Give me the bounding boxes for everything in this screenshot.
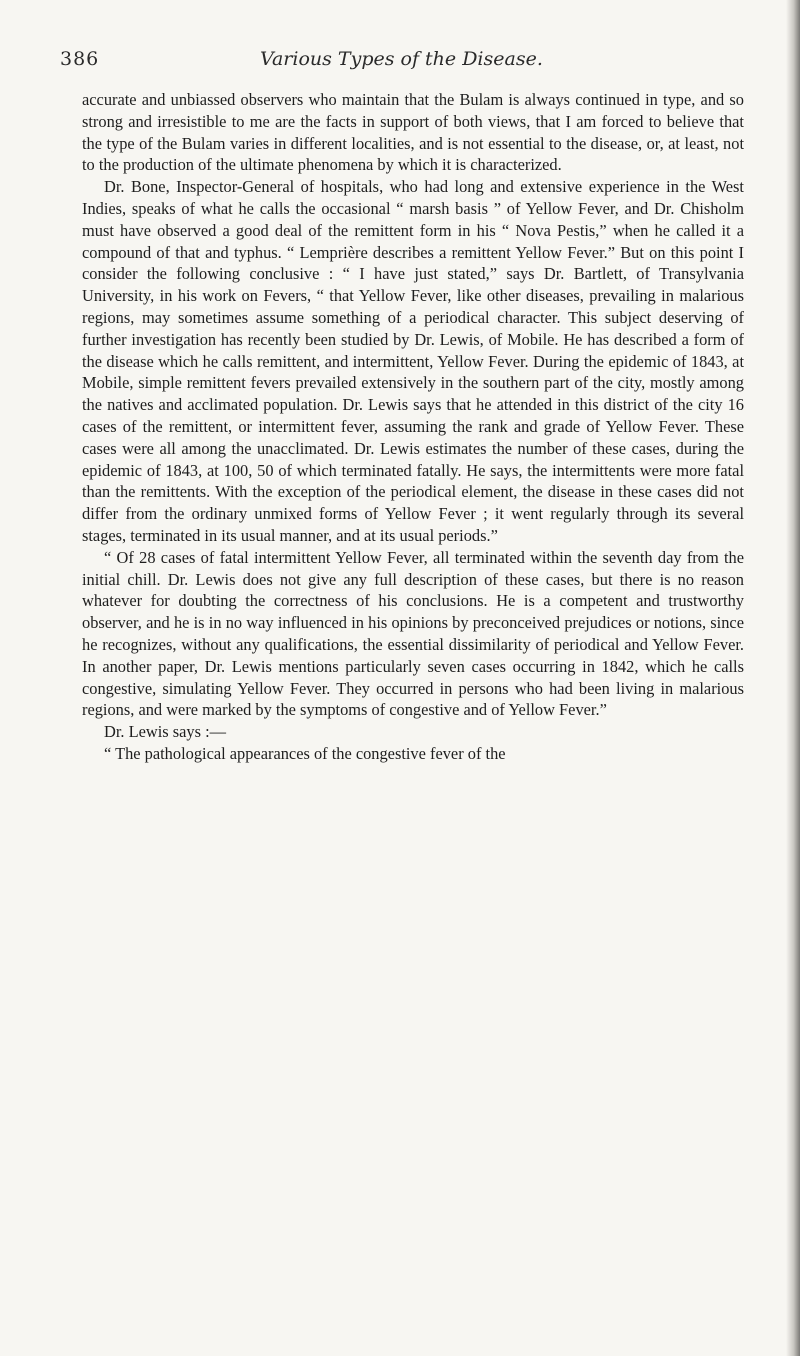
body-text <box>82 89 744 765</box>
paragraph-pathological: “ The pathological appearances of the congestive fever of the <box>104 743 506 763</box>
page-number: 386 <box>60 48 100 70</box>
page-header <box>60 48 750 78</box>
paragraph-lewis-says: Dr. Lewis says :— <box>104 722 227 742</box>
page-edge-shadow <box>786 0 800 1356</box>
paragraph-continuation: accurate and unbiassed observers who maintain that the Bulam is always continued in type, and so strong and irresistible to me are the facts in support of both views, that I am forced to believe that the type of the Bulam varies in different localities, and is not essential to the disease, or, at least, not to the production of the ultimate phenomena by which it is characterized. <box>82 90 744 175</box>
paragraph-bone-chisholm: Dr. Bone, Inspector-General of hospitals, who had long and extensive experience in the West Indies, speaks of what he calls the occasional “ marsh basis ” of Yellow Fever, and Dr. Chisholm must have observed a good deal of the remittent form in his “ Nova Pestis,” when he called it a compound of that and typhus. “ Lemprière describes a remittent Yellow Fever.” But on this point I consider the following conclusive : “ I have just stated,” says Dr. Bartlett, of Transylvania University, in his work on Fevers, “ that Yellow Fever, like other diseases, prevailing in malarious regions, may sometimes assume something of a periodical character. This subject deserving of further investigation has recently been studied by Dr. Lewis, of Mobile. He has described a form of the disease which he calls remittent, and intermittent, Yellow Fever. During the epidemic of 1843, at Mobile, simple remittent fevers prevailed extensively in the southern part of the city, mostly among the natives and acclimated population. Dr. Lewis says that he attended in this district of the city 16 cases of the remittent, or intermittent fever, assuming the rank and grade of Yellow Fever. These cases were all among the unacclimated. Dr. Lewis estimates the number of these cases, during the epidemic of 1843, at 100, 50 of which terminated fatally. He says, the intermittents were more fatal than the remittents. With the exception of the periodical element, the disease in these cases did not differ from the ordinary unmixed forms of Yellow Fever ; it went regularly through its several stages, terminated in its usual manner, and at its usual periods.” <box>82 177 744 545</box>
paragraph-intermittent-cases: “ Of 28 cases of fatal intermittent Yellow Fever, all terminated within the seventh day from the initial chill. Dr. Lewis does not give any full description of these cases, but there is no reason whatever for doubting the correctness of his conclusions. He is a competent and trustworthy observer, and he is in no way influenced in his opinions by preconceived prejudices or notions, since he recognizes, without any qualifications, the essential dissimilarity of periodical and Yellow Fever. In another paper, Dr. Lewis mentions particularly seven cases occurring in 1842, which he calls congestive, simulating Yellow Fever. They occurred in persons who had been living in malarious regions, and were marked by the symptoms of congestive and of Yellow Fever.” <box>82 547 744 720</box>
running-title: Various Types of the Disease. <box>260 48 543 70</box>
